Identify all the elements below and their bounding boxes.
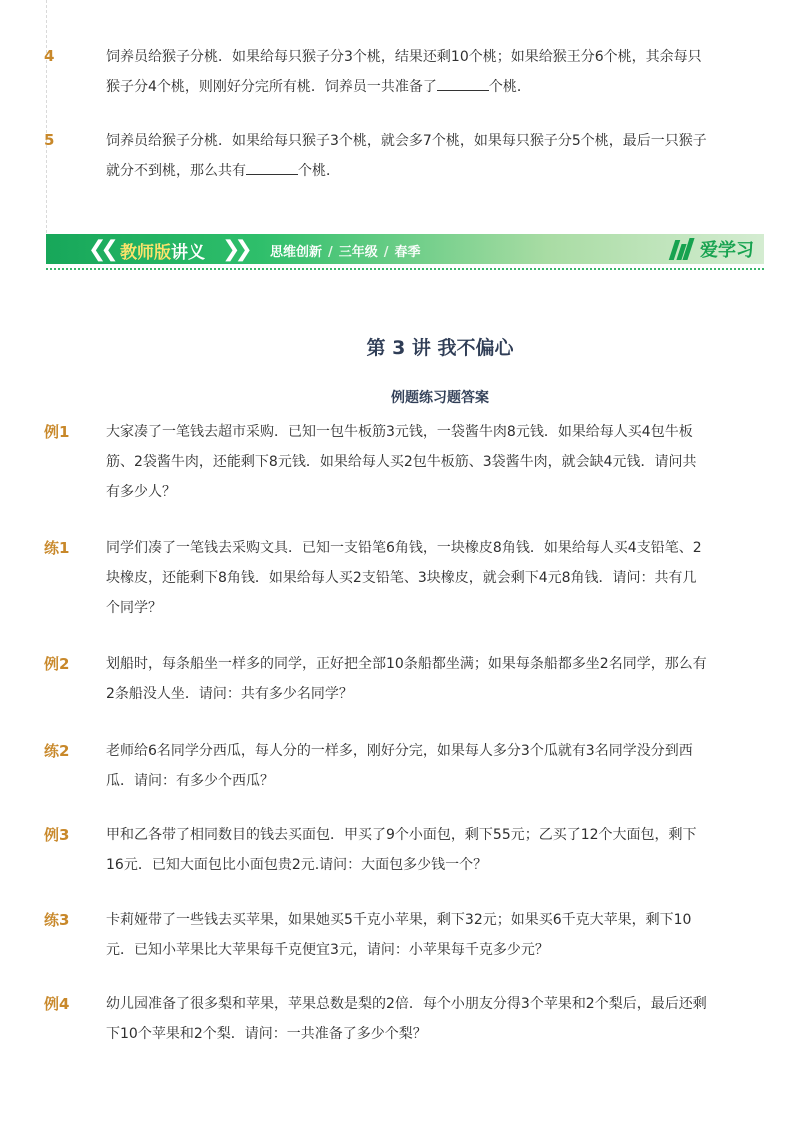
banner-dotted-rule: [46, 268, 764, 270]
lecture-title: 第 3 讲 我不偏心: [366, 337, 514, 359]
chevron-left-icon: ❮❮: [88, 237, 113, 262]
question-label: 练3: [44, 911, 70, 929]
question-text: 卡莉娅带了一些钱去买苹果，如果她买5千克小苹果，剩下32元；如果买6千克大苹果，剩下10 元．已知小苹果比大苹果每千克便宜3元，请问：小苹果每千克多少元？: [106, 912, 692, 958]
item-number: 4: [44, 47, 55, 65]
question-label: 例4: [44, 995, 70, 1013]
chevron-right-icon: ❯❯: [222, 237, 247, 262]
question-label: 例3: [44, 826, 70, 844]
teacher-edition-banner: [46, 234, 764, 264]
brand-logo: [670, 236, 754, 262]
logo-text: 爱学习: [700, 240, 754, 261]
item-text: 饲养员给猴子分桃．如果给每只猴子分3个桃，结果还剩10个桃；如果给猴王分6个桃，其余每只 猴子分4个桃，则刚好分完所有桃．饲养员一共准备了 个桃．: [106, 49, 702, 95]
question-text: 甲和乙各带了相同数目的钱去买面包．甲买了9个小面包，剩下55元；乙买了12个大面包，剩下 16元．已知大面包比小面包贵2元.请问：大面包多少钱一个？: [106, 827, 697, 873]
question-text: 幼儿园准备了很多梨和苹果，苹果总数是梨的2倍．每个小朋友分得3个苹果和2个梨后，最后还剩 下10个苹果和2个梨．请问：一共准备了多少个梨？: [106, 996, 707, 1042]
question-text: 同学们凑了一笔钱去采购文具．已知一支铅笔6角钱，一块橡皮8角钱．如果给每人买4支铅笔、2 块橡皮，还能剩下8角钱．如果给每人买2支铅笔、3块橡皮，就会剩下4元8角钱．请问：共有几 个同学？: [106, 540, 702, 616]
question-text: 大家凑了一笔钱去超市采购．已知一包牛板筋3元钱，一袋酱牛肉8元钱．如果给每人买4包牛板 筋、2袋酱牛肉，还能剩下8元钱．如果给每人买2包牛板筋、3袋酱牛肉，就会缺4元钱．请问共 有多少人？: [106, 424, 697, 500]
answer-blank: [437, 76, 489, 91]
section-title: 例题练习题答案: [391, 390, 489, 406]
question-label: 练1: [44, 539, 70, 557]
question-label: 例1: [44, 423, 70, 441]
answer-blank: [246, 160, 298, 175]
question-text: 划船时，每条船坐一样多的同学，正好把全部10条船都坐满；如果每条船都多坐2名同学，那么有 2条船没人坐．请问：共有多少名同学？: [106, 656, 707, 702]
question-text: 老师给6名同学分西瓜，每人分的一样多，刚好分完，如果每人多分3个瓜就有3名同学没分到西 瓜．请问：有多少个西瓜？: [106, 743, 693, 789]
item-number: 5: [44, 131, 55, 149]
question-label: 例2: [44, 655, 70, 673]
logo-bars-icon: [670, 238, 696, 260]
question-label: 练2: [44, 742, 70, 760]
banner-subtitle: 思维创新 / 三年级 / 春季: [270, 245, 421, 260]
left-dashed-rule: [46, 0, 47, 258]
item-text: 饲养员给猴子分桃．如果给每只猴子3个桃，就会多7个桃，如果每只猴子分5个桃，最后一只猴子 就分不到桃，那么共有 个桃．: [106, 133, 707, 179]
banner-title: 教师版讲义: [120, 243, 205, 263]
